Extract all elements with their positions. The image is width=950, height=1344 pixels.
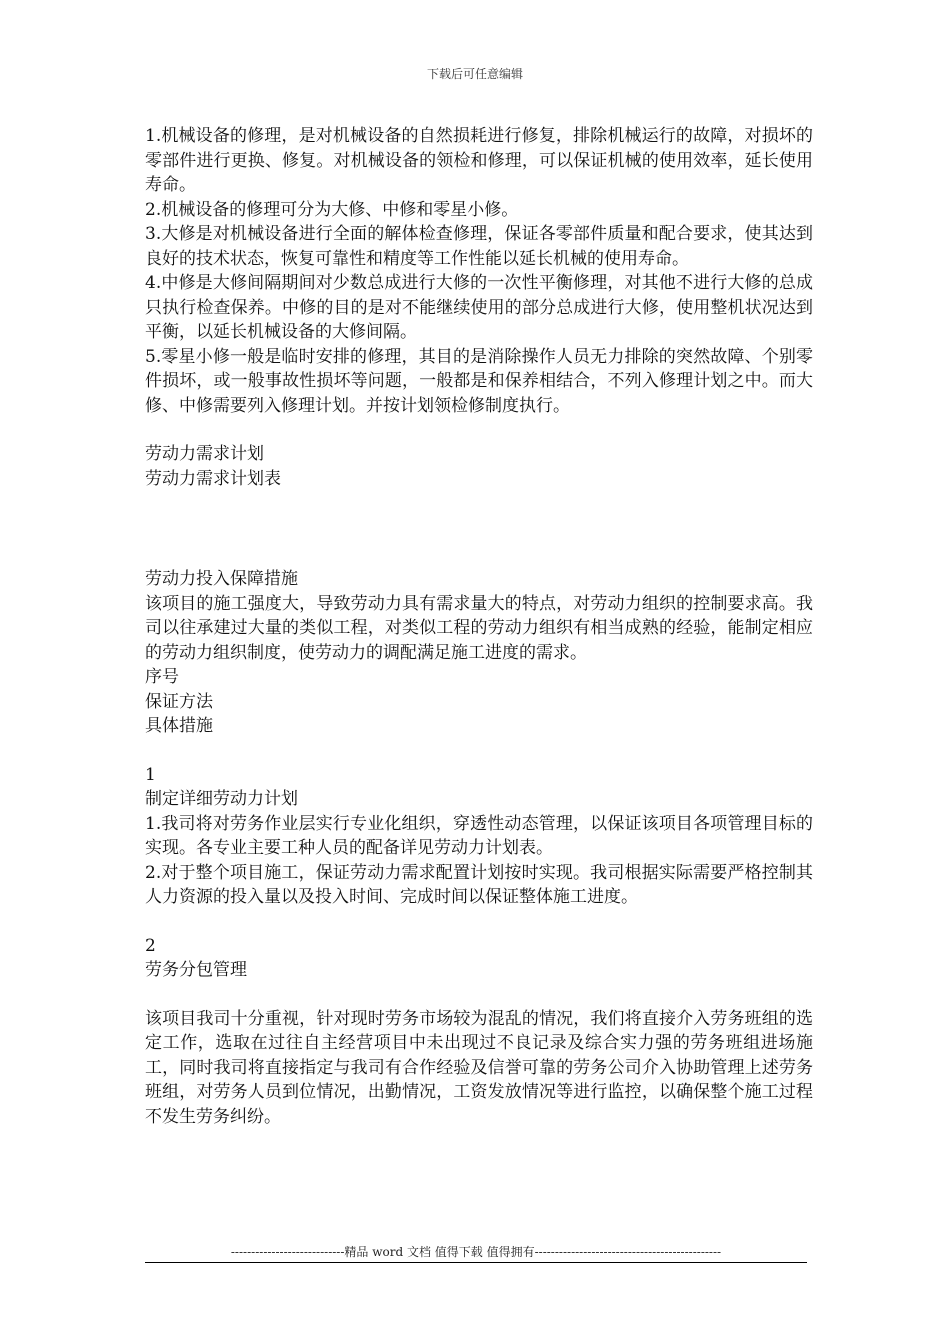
row-1-num: 1 xyxy=(145,764,156,785)
paragraph-repair-1: 1.机械设备的修理，是对机械设备的自然损耗进行修复，排除机械运行的故障，对损坏的零部件进行更换、修复。对机械设备的领检和修理，可以保证机械的使用效率，延长使用寿命。 xyxy=(145,126,813,195)
heading-labor-plan-table: 劳动力需求计划表 xyxy=(145,468,281,489)
spacer xyxy=(145,418,813,442)
paragraph-repair-4: 4.中修是大修间隔期间对少数总成进行大修的一次性平衡修理，对其他不进行大修的总成只执行检查保养。中修的目的是对不能继续使用的部分总成进行大修，使用整机状况达到平衡，以延长机械设备的大修间隔。 xyxy=(145,273,813,342)
spacer xyxy=(145,739,813,763)
footer-divider xyxy=(145,1262,807,1263)
spacer xyxy=(145,983,813,1007)
row-2-num: 2 xyxy=(145,935,156,956)
document-body xyxy=(145,124,813,1129)
table-header-method: 保证方法 xyxy=(145,691,213,712)
row-1-measure-2: 2.对于整个项目施工，保证劳动力需求配置计划按时实现。我司根据实际需要严格控制其人力资源的投入量以及投入时间、完成时间以保证整体施工进度。 xyxy=(145,862,813,907)
spacer xyxy=(145,491,813,567)
page-footer: ----------------------------精品 word 文档 值得下载 值得拥有---------------------------------------------- xyxy=(230,1245,722,1259)
heading-labor-guarantee: 劳动力投入保障措施 xyxy=(145,569,298,589)
heading-labor-plan: 劳动力需求计划 xyxy=(145,444,264,464)
paragraph-repair-5: 5.零星小修一般是临时安排的修理，其目的是消除操作人员无力排除的突然故障、个别零件损坏，或一般事故性损坏等问题，一般都是和保养相结合，不列入修理计划之中。而大修、中修需要列入修理计划。并按计划领检修制度执行。 xyxy=(145,346,813,416)
paragraph-repair-3: 3.大修是对机械设备进行全面的解体检查修理，保证各零部件质量和配合要求，使其达到良好的技术状态，恢复可靠性和精度等工作性能以延长机械的使用寿命。 xyxy=(145,224,813,269)
row-1-measure-1: 1.我司将对劳务作业层实行专业化组织，穿透性动态管理，以保证该项目各项管理目标的实现。各专业主要工种人员的配备详见劳动力计划表。 xyxy=(145,813,813,858)
spacer xyxy=(145,910,813,934)
row-1-method: 制定详细劳动力计划 xyxy=(145,789,298,809)
table-header-num: 序号 xyxy=(145,667,179,687)
row-2-measure-1: 该项目我司十分重视，针对现时劳务市场较为混乱的情况，我们将直接介入劳务班组的选定工作，选取在过往自主经营项目中未出现过不良记录及综合实力强的劳务班组进场施工，同时我司将直接指定与我司有合作经验及信誉可靠的劳务公司介入协助管理上述劳务班组，对劳务人员到位情况，出勤情况，工资发放情况等进行监控，以确保整个施工过程不发生劳务纠纷。 xyxy=(145,1008,813,1127)
table-header-measures: 具体措施 xyxy=(145,716,213,736)
paragraph-labor-intro: 该项目的施工强度大，导致劳动力具有需求量大的特点，对劳动力组织的控制要求高。我司以往承建过大量的类似工程，对类似工程的劳动力组织有相当成熟的经验，能制定相应的劳动力组织制度，使劳动力的调配满足施工进度的需求。 xyxy=(145,593,813,663)
page-header: 下载后可任意编辑 xyxy=(426,67,523,81)
row-2-method: 劳务分包管理 xyxy=(145,960,247,980)
paragraph-repair-2: 2.机械设备的修理可分为大修、中修和零星小修。 xyxy=(145,199,519,220)
